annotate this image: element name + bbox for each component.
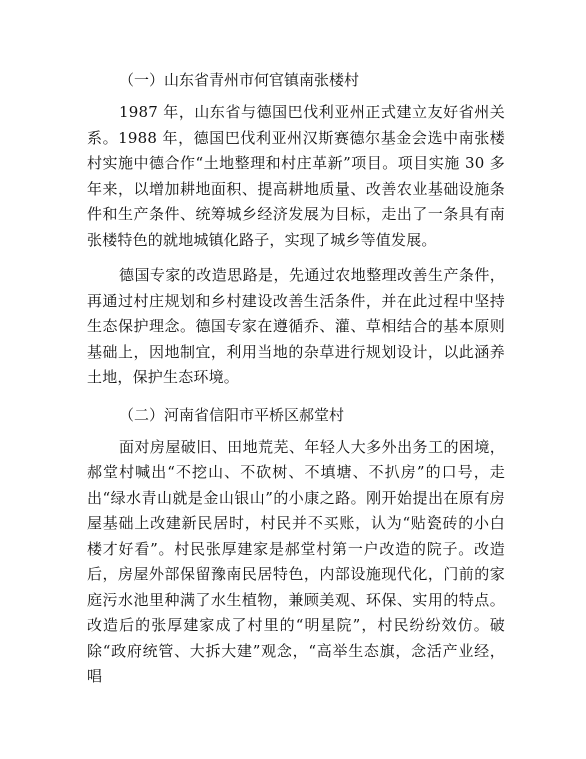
section-heading-2: （二）河南省信阳市平桥区郝堂村 — [119, 405, 345, 424]
section-2-paragraph-1: 面对房屋破旧、田地荒芜、年轻人大多外出务工的困境，郝堂村喊出“不挖山、不砍树、不填塘、不扒房”的口号，走出“绿水青山就是金山银山”的小康之路。刚开始提出在原有房屋基础上改建新民居时，村民并不买账，认为“贴瓷砖的小白楼才好看”。村民张厚建家是郝堂村第一户改造的院子。改造后，房屋外部保留豫南民居特色，内部设施现代化，门前的家庭污水池里种满了水生植物，兼顾美观、环保、实用的特点。改造后的张厚建家成了村里的“明星院”，村民纷纷效仿。破除“政府统管、大拆大建”观念，“高举生态旗，念活产业经，唱 — [87, 437, 505, 685]
section-1-paragraph-1: 1987 年，山东省与德国巴伐利亚州正式建立友好省州关系。1988 年，德国巴伐利亚州汉斯赛德尔基金会选中南张楼村实施中德合作“土地整理和村庄革新”项目。项目实施 30 多年来，以增加耕地面积、提高耕地质量、改善农业基础设施条件和生产条件、统筹城乡经济发展为目标，走出了一条具有南张楼特色的就地城镇化路子，实现了城乡等值发展。 — [87, 103, 505, 249]
section-1-paragraph-2: 德国专家的改造思路是，先通过农地整理改善生产条件，再通过村庄规划和乡村建设改善生活条件，并在此过程中坚持生态保护理念。德国专家在遵循乔、灌、草相结合的基本原则基础上，因地制宜，利用当地的杂草进行规划设计，以此涵养土地，保护生态环境。 — [87, 266, 505, 386]
document-body — [87, 66, 505, 700]
section-heading-1: （一）山东省青州市何官镇南张楼村 — [119, 71, 360, 89]
